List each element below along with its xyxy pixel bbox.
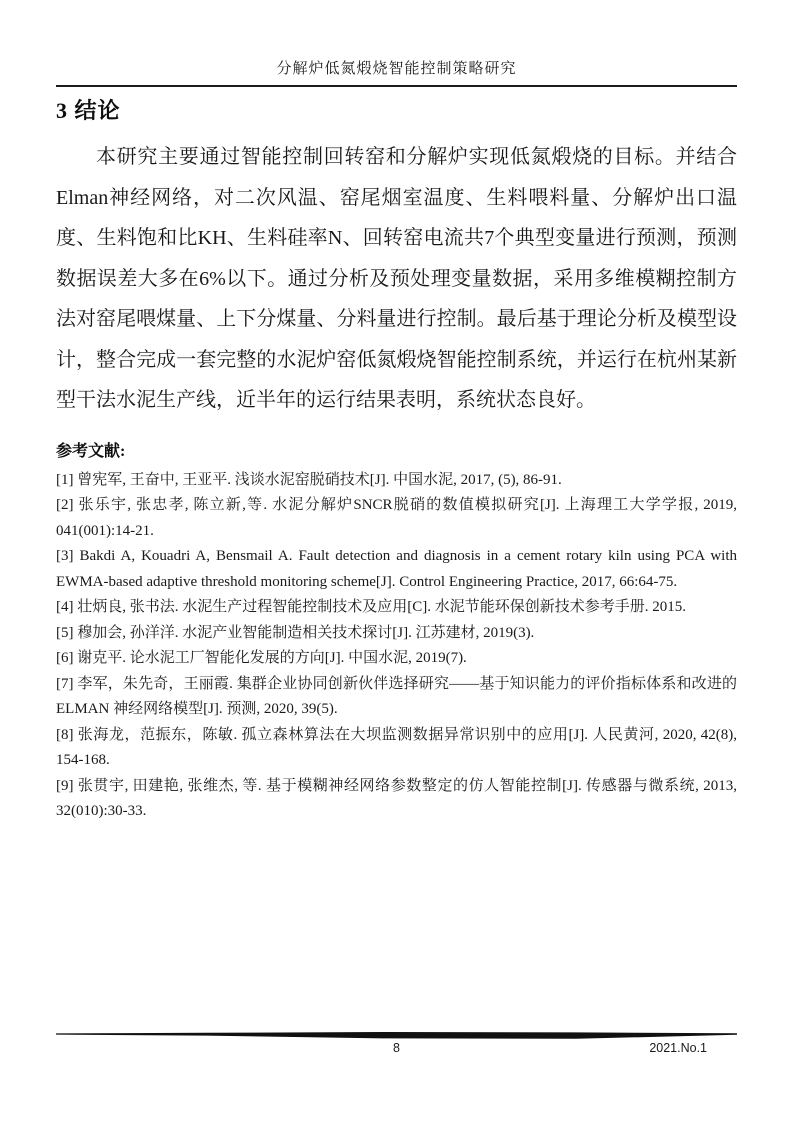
reference-item: [1] 曾宪军, 王奋中, 王亚平. 浅谈水泥窑脱硝技术[J]. 中国水泥, 2017, (5), 86-91. (56, 471, 562, 488)
reference-item: [5] 穆加会, 孙洋洋. 水泥产业智能制造相关技术探讨[J]. 江苏建材, 2019(3). (56, 624, 535, 641)
running-head-title: 分解炉低氮煅烧智能控制策略研究 (56, 57, 737, 87)
issue-label: 2021.No.1 (649, 1041, 707, 1055)
reference-item: [7] 李军，朱先奇，王丽霞. 集群企业协同创新伙伴选择研究——基于知识能力的评价指标体系和改进的ELMAN 神经网络模型[J]. 预测, 2020, 39(5). (56, 675, 737, 717)
conclusion-paragraph: 本研究主要通过智能控制回转窑和分解炉实现低氮煅烧的目标。并结合Elman神经网络，对二次风温、窑尾烟室温度、生料喂料量、分解炉出口温度、生料饱和比KH、生料硅率N、回转窑电流共7个典型变量进行预测，预测数据误差大多在6%以下。通过分析及预处理变量数据，采用多维模糊控制方法对窑尾喂煤量、上下分煤量、分料量进行控制。最后基于理论分析及模型设计，整合完成一套完整的水泥炉窑低氮煅烧智能控制系统，并运行在杭州某新型干法水泥生产线，近半年的运行结果表明，系统状态良好。 (56, 146, 737, 411)
page-number: 8 (393, 1041, 400, 1055)
page-content (56, 0, 737, 825)
reference-item: [8] 张海龙，范振东，陈敏. 孤立森林算法在大坝监测数据异常识别中的应用[J]. 人民黄河, 2020, 42(8), 154-168. (56, 726, 737, 768)
section-title: 3 结论 (56, 98, 121, 123)
references-heading: 参考文献: (56, 442, 126, 460)
reference-item: [6] 谢克平. 论水泥工厂智能化发展的方向[J]. 中国水泥, 2019(7). (56, 650, 467, 666)
reference-item: [2] 张乐宇, 张忠孝, 陈立新,等. 水泥分解炉SNCR脱硝的数值模拟研究[J]. 上海理工大学学报, 2019, 041(001):14-21. (56, 497, 737, 539)
footer-rule (56, 1030, 737, 1040)
page-footer (56, 1041, 737, 1057)
reference-item: [9] 张贯宇, 田建艳, 张维杰, 等. 基于模糊神经网络参数整定的仿人智能控制[J]. 传感器与微系统, 2013, 32(010):30-33. (56, 777, 737, 819)
reference-item: [3] Bakdi A, Kouadri A, Bensmail A. Fault detection and diagnosis in a cement rotary kiln using PCA with EWMA-based adaptive threshold monitoring scheme[J]. Control Engineering Practice, 2017, 66:64-75. (56, 548, 737, 590)
references-list (56, 468, 737, 825)
reference-item: [4] 壮炳良, 张书法. 水泥生产过程智能控制技术及应用[C]. 水泥节能环保创新技术参考手册. 2015. (56, 599, 686, 615)
